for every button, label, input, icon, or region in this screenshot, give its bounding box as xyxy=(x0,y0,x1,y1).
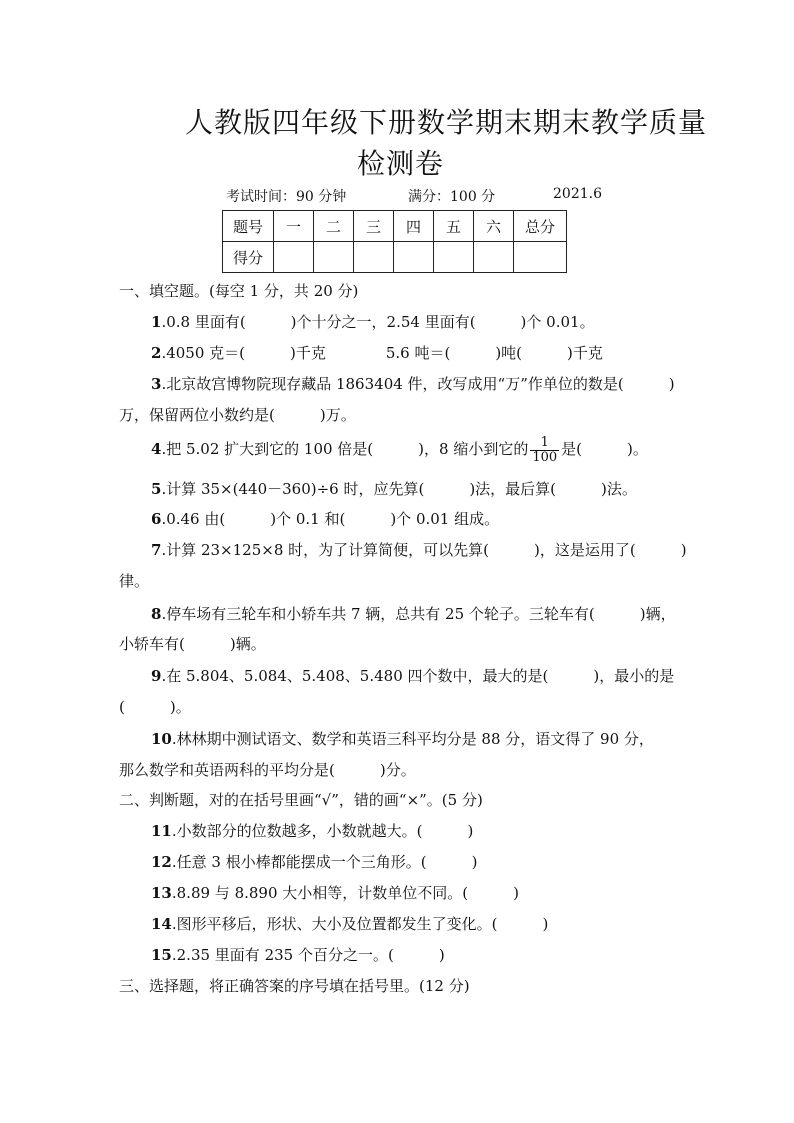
section-heading-true-false: 二、判断题，对的在括号里画“√”，错的画“×”。(5 分) xyxy=(119,791,483,809)
question-number: 10 xyxy=(151,730,172,748)
question-text: .任意 3 根小棒都能摆成一个三角形。( ) xyxy=(171,853,478,871)
question-text: .2.35 里面有 235 个百分之一。( ) xyxy=(171,946,445,964)
question-number: 5 xyxy=(151,480,162,498)
score-table-label-question: 题号 xyxy=(223,211,274,242)
question-number: 9 xyxy=(151,667,162,685)
question-7-continued: 律。 xyxy=(119,572,150,590)
question-text: .4050 克＝( )千克 5.6 吨＝( )吨( )千克 xyxy=(161,344,603,362)
question-text-after-fraction: 是( )。 xyxy=(561,440,648,459)
question-14 xyxy=(151,917,548,932)
question-7 xyxy=(151,543,687,558)
question-text: .计算 35×(440－360)÷6 时，应先算( )法，最后算( )法。 xyxy=(161,480,637,498)
question-text: .在 5.804、5.084、5.408、5.480 四个数中，最大的是( )，最小的是 xyxy=(161,667,675,685)
question-9-continued: ( )。 xyxy=(119,698,191,716)
score-cell[interactable] xyxy=(474,242,514,273)
section-heading-multiple-choice: 三、选择题，将正确答案的序号填在括号里。(12 分) xyxy=(119,977,470,995)
score-table-col-total: 总分 xyxy=(514,211,567,242)
question-number: 15 xyxy=(151,946,172,964)
question-number: 4 xyxy=(151,440,162,459)
question-text: .把 5.02 扩大到它的 100 倍是( )，8 缩小到它的 xyxy=(161,440,529,459)
score-table-col-1: 一 xyxy=(274,211,314,242)
question-11 xyxy=(151,824,473,839)
question-text: .小数部分的位数越多，小数就越大。( ) xyxy=(171,822,474,840)
exam-title-line2: 检测卷 xyxy=(357,147,445,180)
score-cell[interactable] xyxy=(274,242,314,273)
exam-date: 2021.6 xyxy=(553,186,602,202)
score-table xyxy=(222,210,567,273)
question-8 xyxy=(151,607,676,622)
question-5 xyxy=(151,482,637,497)
question-9 xyxy=(151,669,674,684)
score-table-col-6: 六 xyxy=(474,211,514,242)
question-number: 8 xyxy=(151,605,162,623)
question-text: .8.89 与 8.890 大小相等，计数单位不同。( ) xyxy=(171,884,519,902)
score-cell-total[interactable] xyxy=(514,242,567,273)
exam-time: 考试时间：90 分钟 xyxy=(226,189,347,205)
question-number: 14 xyxy=(151,915,172,933)
question-text: .0.8 里面有( )个十分之一，2.54 里面有( )个 0.01。 xyxy=(161,313,595,331)
question-text: .计算 23×125×8 时，为了计算简便，可以先算( )，这是运用了( ) xyxy=(161,541,687,559)
score-cell[interactable] xyxy=(394,242,434,273)
question-number: 12 xyxy=(151,853,172,871)
question-12 xyxy=(151,855,477,870)
question-text: .图形平移后，形状、大小及位置都发生了变化。( ) xyxy=(171,915,549,933)
question-15 xyxy=(151,948,445,963)
score-table-col-4: 四 xyxy=(394,211,434,242)
score-table-col-3: 三 xyxy=(354,211,394,242)
question-10 xyxy=(151,732,654,747)
score-table-label-score: 得分 xyxy=(223,242,274,273)
score-table-col-2: 二 xyxy=(314,211,354,242)
question-8-continued: 小轿车有( )辆。 xyxy=(119,635,266,653)
question-text: .林林期中测试语文、数学和英语三科平均分是 88 分，语文得了 90 分， xyxy=(171,730,654,748)
question-text: .0.46 由( )个 0.1 和( )个 0.01 组成。 xyxy=(161,510,500,528)
question-text: .北京故宫博物院现存藏品 1863404 件，改写成用“万”作单位的数是( ) xyxy=(161,375,675,393)
question-3 xyxy=(151,377,675,392)
question-number: 3 xyxy=(151,375,162,393)
question-13 xyxy=(151,886,519,901)
question-2 xyxy=(151,346,603,361)
score-table-header-row xyxy=(223,211,567,242)
question-text: .停车场有三轮车和小轿车共 7 辆，总共有 25 个轮子。三轮车有( )辆， xyxy=(161,605,676,623)
question-1 xyxy=(151,315,595,330)
question-number: 11 xyxy=(151,822,172,840)
question-10-continued: 那么数学和英语两科的平均分是( )分。 xyxy=(119,761,416,779)
score-cell[interactable] xyxy=(354,242,394,273)
fraction-numerator: 1 xyxy=(540,435,549,450)
question-6 xyxy=(151,512,499,527)
question-4 xyxy=(151,436,648,464)
question-number: 1 xyxy=(151,313,162,331)
exam-title-line1: 人教版四年级下册数学期末期末教学质量 xyxy=(185,106,708,139)
full-score: 满分：100 分 xyxy=(408,189,496,205)
fraction-one-hundredth xyxy=(530,436,559,464)
score-table-score-row xyxy=(223,242,567,273)
score-table-col-5: 五 xyxy=(434,211,474,242)
question-3-continued: 万，保留两位小数约是( )万。 xyxy=(119,406,356,424)
score-cell[interactable] xyxy=(314,242,354,273)
question-number: 13 xyxy=(151,884,172,902)
section-heading-fill-in: 一、填空题。(每空 1 分，共 20 分) xyxy=(119,282,359,300)
fraction-denominator: 100 xyxy=(532,449,558,465)
question-number: 2 xyxy=(151,344,162,362)
question-number: 7 xyxy=(151,541,162,559)
score-cell[interactable] xyxy=(434,242,474,273)
question-number: 6 xyxy=(151,510,162,528)
